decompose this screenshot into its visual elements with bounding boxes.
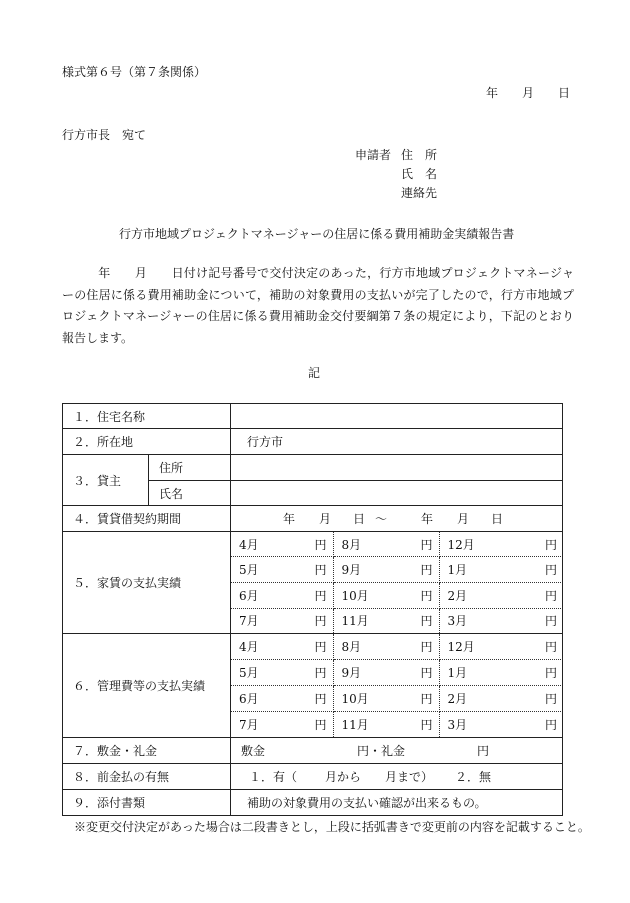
period-start-year: 年 <box>283 512 296 526</box>
payment-yen: 円 <box>314 639 327 654</box>
payment-cell <box>439 685 563 711</box>
payment-month: 4月 <box>239 639 259 654</box>
payment-cell <box>333 582 439 608</box>
payment-month: 2月 <box>447 692 468 707</box>
payment-yen: 円 <box>420 588 433 603</box>
management-fee-payment-grid <box>231 634 563 737</box>
payment-cell <box>231 557 333 583</box>
payment-row <box>231 557 563 583</box>
payment-yen: 円 <box>545 563 558 578</box>
addressee: 行方市長 宛て <box>62 128 147 142</box>
payment-row <box>231 659 563 685</box>
period-tilde: ～ <box>375 512 388 526</box>
applicant-name-label: 氏 名 <box>401 167 438 181</box>
date-day: 日 <box>558 86 571 100</box>
housing-name-value <box>231 404 563 429</box>
payment-month: 5月 <box>239 563 259 578</box>
payment-cell <box>439 532 563 557</box>
row-deposit-label: ７．敷金・礼金 <box>63 738 231 764</box>
rent-payments <box>231 532 563 634</box>
payment-cell <box>439 557 563 583</box>
key-money-yen-text: 円 <box>477 744 490 758</box>
payment-yen: 円 <box>545 718 558 733</box>
payment-cell <box>333 557 439 583</box>
payment-month: 4月 <box>239 537 259 552</box>
payment-month: 8月 <box>341 537 362 552</box>
payment-row <box>231 608 563 633</box>
payment-yen: 円 <box>314 665 327 680</box>
payment-yen: 円 <box>545 588 558 603</box>
payment-cell <box>231 532 333 557</box>
payment-cell <box>439 659 563 685</box>
payment-yen: 円 <box>545 665 558 680</box>
body-paragraph <box>62 263 574 349</box>
row-housing-name-label: １．住宅名称 <box>63 404 231 429</box>
payment-yen: 円 <box>545 639 558 654</box>
payment-row <box>231 634 563 659</box>
management-fee-payment-body <box>231 634 563 737</box>
period-end-month: 月 <box>457 512 470 526</box>
payment-cell <box>231 634 333 659</box>
footnote: ※変更交付決定があった場合は二段書きとし，上段に括弧書きで変更前の内容を記載すること。 <box>74 820 590 834</box>
landlord-address-value <box>231 455 563 481</box>
payment-yen: 円 <box>314 537 327 552</box>
payment-month: 9月 <box>341 665 362 680</box>
location-value: 行方市 <box>231 429 563 455</box>
advance-from-text: 月から <box>325 770 362 784</box>
payment-cell <box>439 712 563 737</box>
date-year: 年 <box>486 86 499 100</box>
advance-to-text: 月まで） <box>385 770 434 784</box>
attachments-value: 補助の対象費用の支払い確認が出来るもの。 <box>231 790 563 816</box>
row-location-label: ２．所在地 <box>63 429 231 455</box>
document-title: 行方市地域プロジェクトマネージャーの住居に係る費用補助金実績報告書 <box>119 227 515 241</box>
payment-month: 6月 <box>239 588 259 603</box>
payment-yen: 円 <box>545 537 558 552</box>
payment-cell <box>439 608 563 633</box>
payment-cell <box>333 712 439 737</box>
period-end-day: 日 <box>491 512 504 526</box>
payment-month: 1月 <box>447 665 468 680</box>
landlord-name-value <box>231 481 563 506</box>
payment-yen: 円 <box>420 563 433 578</box>
payment-cell <box>231 608 333 633</box>
advance-payment-value <box>231 764 563 790</box>
body-text: 行方市地域プロジェクトマネージャーの住居に係る費用補助金について，補助の対象費用の支払いが完了したので，行方市地域プロジェクトマネージャーの住居に係る費用補助金交付要綱第７条の規定により，下記のとおり報告します。 <box>62 266 574 345</box>
payment-row <box>231 582 563 608</box>
payment-month: 2月 <box>447 588 468 603</box>
period-start-month: 月 <box>319 512 332 526</box>
landlord-address-label: 住所 <box>149 455 231 481</box>
payment-month: 3月 <box>447 718 468 733</box>
payment-month: 6月 <box>239 692 259 707</box>
payment-month: 11月 <box>341 718 369 733</box>
date-month: 月 <box>522 86 535 100</box>
management-fee-payments <box>231 634 563 738</box>
payment-cell <box>231 659 333 685</box>
ki-heading: 記 <box>308 366 321 380</box>
payment-row <box>231 685 563 711</box>
payment-cell <box>231 582 333 608</box>
payment-month: 5月 <box>239 665 259 680</box>
advance-yes-option: １．有（ <box>249 770 298 784</box>
row-advance-payment-label: ８．前金払の有無 <box>63 764 231 790</box>
row-landlord-label: ３．貸主 <box>63 455 149 506</box>
payment-month: 1月 <box>447 563 468 578</box>
payment-cell <box>439 582 563 608</box>
applicant-contact-label: 連絡先 <box>401 186 438 200</box>
row-rent-label: ５．家賃の支払実績 <box>63 532 231 634</box>
contract-period-value <box>231 506 563 532</box>
period-start-day: 日 <box>353 512 366 526</box>
payment-yen: 円 <box>545 692 558 707</box>
landlord-name-label: 氏名 <box>149 481 231 506</box>
payment-yen: 円 <box>314 588 327 603</box>
deposit-value <box>231 738 563 764</box>
payment-cell <box>231 685 333 711</box>
payment-cell <box>333 659 439 685</box>
payment-month: 7月 <box>239 614 259 629</box>
payment-yen: 円 <box>420 639 433 654</box>
payment-yen: 円 <box>420 665 433 680</box>
period-end-year: 年 <box>421 512 434 526</box>
payment-yen: 円 <box>314 614 327 629</box>
rent-payment-body <box>231 532 563 633</box>
payment-month: 12月 <box>447 639 475 654</box>
payment-month: 11月 <box>341 614 369 629</box>
payment-row <box>231 712 563 737</box>
payment-cell <box>333 685 439 711</box>
payment-month: 9月 <box>341 563 362 578</box>
payment-month: 10月 <box>341 588 369 603</box>
payment-cell <box>231 712 333 737</box>
body-date-part: 年 月 日付け記号番号で交付決定のあった， <box>98 266 380 280</box>
row-contract-period-label: ４．賃貸借契約期間 <box>63 506 231 532</box>
payment-cell <box>333 608 439 633</box>
row-attachments-label: ９．添付書類 <box>63 790 231 816</box>
rent-payment-grid <box>231 532 563 633</box>
row-management-fee-label: ６．管理費等の支払実績 <box>63 634 231 738</box>
payment-yen: 円 <box>420 718 433 733</box>
payment-cell <box>333 634 439 659</box>
payment-yen: 円 <box>314 692 327 707</box>
payment-row <box>231 532 563 557</box>
advance-no-option: ２．無 <box>455 770 492 784</box>
report-table <box>62 403 563 816</box>
applicant-label: 申請者 <box>355 148 392 162</box>
payment-cell <box>333 532 439 557</box>
payment-month: 10月 <box>341 692 369 707</box>
payment-yen: 円 <box>314 718 327 733</box>
payment-month: 3月 <box>447 614 468 629</box>
payment-month: 7月 <box>239 718 259 733</box>
deposit-key-money-text: 円・礼金 <box>357 744 406 758</box>
payment-yen: 円 <box>314 563 327 578</box>
applicant-address-label: 住 所 <box>401 148 438 162</box>
payment-cell <box>439 634 563 659</box>
deposit-text: 敷金 <box>241 744 266 758</box>
payment-month: 12月 <box>447 537 475 552</box>
payment-month: 8月 <box>341 639 362 654</box>
form-number: 様式第６号（第７条関係） <box>62 65 207 79</box>
payment-yen: 円 <box>420 537 433 552</box>
payment-yen: 円 <box>545 614 558 629</box>
payment-yen: 円 <box>420 692 433 707</box>
payment-yen: 円 <box>420 614 433 629</box>
